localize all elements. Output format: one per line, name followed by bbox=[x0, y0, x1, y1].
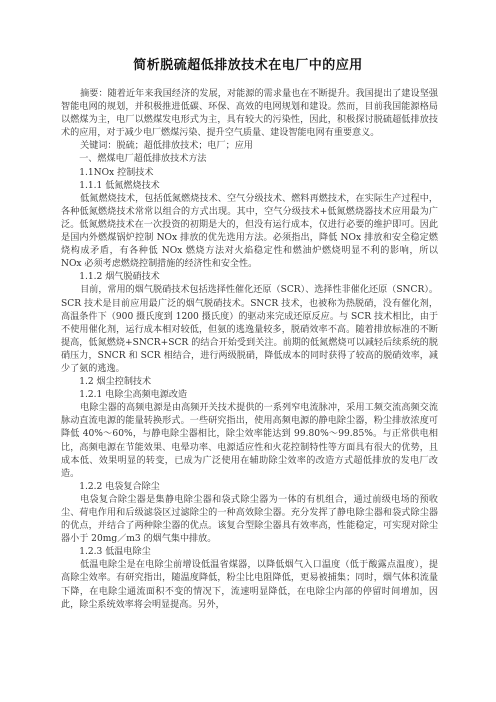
paragraph-1-2-3: 低温电除尘是在电除尘前增设低温省煤器，以降低烟气入口温度（低于酸露点温度），提高除尘效率。有研究指出，随温度降低，粉尘比电阻降低，更易被捕集；同时，烟气体积流量下降，在电除尘通流面积不变的情况下，流速明显降低，在电除尘内部的停留时间增加，因此，除尘系统效率将会明显提高。另外， bbox=[61, 560, 438, 610]
subsubsection-heading-1-2-1: 1.2.1 电除尘高频电源改造 bbox=[79, 390, 188, 401]
subsection-heading-1-1: 1.1NOx 控制技术 bbox=[79, 167, 154, 178]
paragraph-1-2-1: 电除尘器的高频电源是由高频开关技术提供的一系列窄电流脉冲，采用工频交流高频交流脉动直流电源的能量转换形式。一些研究指出，使用高频电源的静电除尘器，粉尘排放浓度可降低 40%～60%，与静电除尘器相比，除尘效率能达到 99.80%～99.85%。与正常供电相比，高频电源在节能效果、电晕功率、电源适应性和火花控制特性等方面具有很大的优势，且成本低、效果明显的转变，已成为广泛使用在辅助除尘效率的改造方式超低排放的发电厂改造。 bbox=[61, 403, 438, 479]
abstract-paragraph: 摘要：随着近年来我国经济的发展，对能源的需求量也在不断提升。我国提出了建设坚强智能电网的规划，并积极推进低碳、环保、高效的电网规划和建设。然而，目前我国能源格局以燃煤为主，电厂以燃煤发电形式为主，具有较大的污染性，因此，积极探讨脱硫超低排放技术的应用，对于减少电厂燃煤污染、提升空气质量、建设智能电网有重要意义。 bbox=[61, 89, 438, 139]
keywords-line: 关键词：脱硫；超低排放技术；电厂；应用 bbox=[80, 141, 253, 152]
section-heading-1: 一、燃煤电厂超低排放技术方法 bbox=[79, 154, 207, 165]
document-title: 简析脱硫超低排放技术在电厂中的应用 bbox=[133, 58, 363, 73]
subsubsection-heading-1-1-1: 1.1.1 低氮燃烧技术 bbox=[79, 180, 160, 191]
subsubsection-heading-1-2-2: 1.2.2 电袋复合除尘 bbox=[79, 481, 160, 492]
subsection-heading-1-2: 1.2 烟尘控制技术 bbox=[79, 377, 152, 388]
paragraph-1-1-1: 低氮燃烧技术，包括低氮燃烧技术、空气分级技术、燃料再燃技术，在实际生产过程中，各种低氮燃烧技术常常以组合的方式出现。其中，空气分级技术+低氮燃烧器技术应用最为广泛。低氮燃烧技术在一次投资的初期是大的，但没有运行成本，仅进行必要的维护即可。因此是国内外燃煤锅炉控制 NOx 排放的优先选用方法。必须指出，降低 NOx 排放和安全稳定燃烧构成矛盾，有各种低 NOx 燃烧方法对火焰稳定性和燃油炉燃烧明显不利的影响，所以 NOx 必须考虑燃烧控制措施的经济性和安全性。 bbox=[61, 193, 438, 270]
document-body bbox=[61, 88, 438, 612]
subsubsection-heading-1-1-2: 1.1.2 烟气脱硝技术 bbox=[79, 272, 160, 283]
subsubsection-heading-1-2-3: 1.2.3 低温电除尘 bbox=[79, 547, 151, 558]
paragraph-1-1-2: 目前，常用的烟气脱硝技术包括选择性催化还原（SCR）、选择性非催化还原（SNCR）。SCR 技术是目前应用最广泛的烟气脱硝技术。SNCR 技术，也被称为热脱硝，没有催化剂，高温条件下（900 摄氏度到 1200 摄氏度）的驱动来完成还原反应。与 SCR 技术相比，由于不使用催化剂，运行成本相对较低，但氨的逃逸量较多，脱硝效率不高。随着排放标准的不断提高，低氮燃烧+SNCR+SCR 的结合开始受到关注。前期的低氮燃烧可以减轻后续系统的脱硝压力，SNCR 和 SCR 相结合，进行两级脱硝，降低成本的同时获得了较高的脱硝效率，减少了氨的逃逸。 bbox=[61, 285, 438, 374]
paragraph-1-2-2: 电袋复合除尘器是集静电除尘器和袋式除尘器为一体的有机组合，通过前级电场的预收尘、荷电作用和后级滤袋区过滤除尘的一种高效除尘器。充分发挥了静电除尘器和袋式除尘器的优点，并结合了两种除尘器的优点。该复合型除尘器具有效率高，性能稳定，可实现对除尘器小于 20mg／m3 的烟气集中排放。 bbox=[61, 494, 438, 545]
